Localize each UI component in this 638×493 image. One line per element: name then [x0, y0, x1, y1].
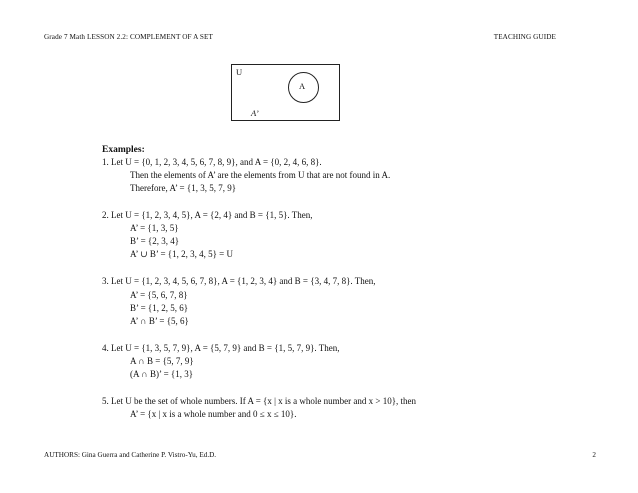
example-2-line: B’ = {2, 3, 4}: [130, 236, 180, 246]
venn-set-label: A: [299, 81, 306, 91]
example-3-line: A’ = {5, 6, 7, 8}: [130, 290, 188, 300]
examples-title: Examples:: [102, 145, 145, 155]
venn-diagram: [231, 64, 340, 121]
page-number: 2: [592, 451, 596, 459]
footer-authors: AUTHORS: Gina Guerra and Catherine P. Vistro-Yu, Ed.D.: [44, 451, 217, 459]
example-4-line: A ∩ B = {5, 7, 9}: [130, 356, 194, 366]
venn-complement-label: A’: [251, 108, 259, 118]
example-3-line: A’ ∩ B’ = {5, 6}: [130, 316, 189, 326]
venn-universe-label: U: [236, 67, 243, 77]
example-2-line: A’ = {1, 3, 5}: [130, 223, 179, 233]
example-5-line: A’ = {x | x is a whole number and 0 ≤ x ≤ 10}.: [130, 409, 297, 419]
example-4-statement: 4. Let U = {1, 3, 5, 7, 9}, A = {5, 7, 9} and B = {1, 5, 7, 9}. Then,: [102, 343, 340, 353]
example-2-line: A’ ∪ B’ = {1, 2, 3, 4, 5} = U: [130, 249, 233, 259]
header-guide-label: TEACHING GUIDE: [493, 33, 556, 41]
example-1-explanation: Then the elements of A’ are the elements from U that are not found in A.: [130, 170, 391, 180]
example-4-line: (A ∩ B)’ = {1, 3}: [130, 369, 194, 379]
example-2-statement: 2. Let U = {1, 2, 3, 4, 5}, A = {2, 4} and B = {1, 5}. Then,: [102, 210, 313, 220]
example-5-statement: 5. Let U be the set of whole numbers. If A = {x | x is a whole number and x > 10}, then: [102, 396, 417, 406]
example-1-result: Therefore, A’ = {1, 3, 5, 7, 9}: [130, 183, 237, 193]
header-title: Grade 7 Math LESSON 2.2: COMPLEMENT OF A SET: [44, 33, 213, 41]
example-3-statement: 3. Let U = {1, 2, 3, 4, 5, 6, 7, 8}, A = {1, 2, 3, 4} and B = {3, 4, 7, 8}. Then,: [102, 276, 376, 286]
example-3-line: B’ = {1, 2, 5, 6}: [130, 303, 189, 313]
example-1-statement: 1. Let U = {0, 1, 2, 3, 4, 5, 6, 7, 8, 9}, and A = {0, 2, 4, 6, 8}.: [102, 157, 322, 167]
